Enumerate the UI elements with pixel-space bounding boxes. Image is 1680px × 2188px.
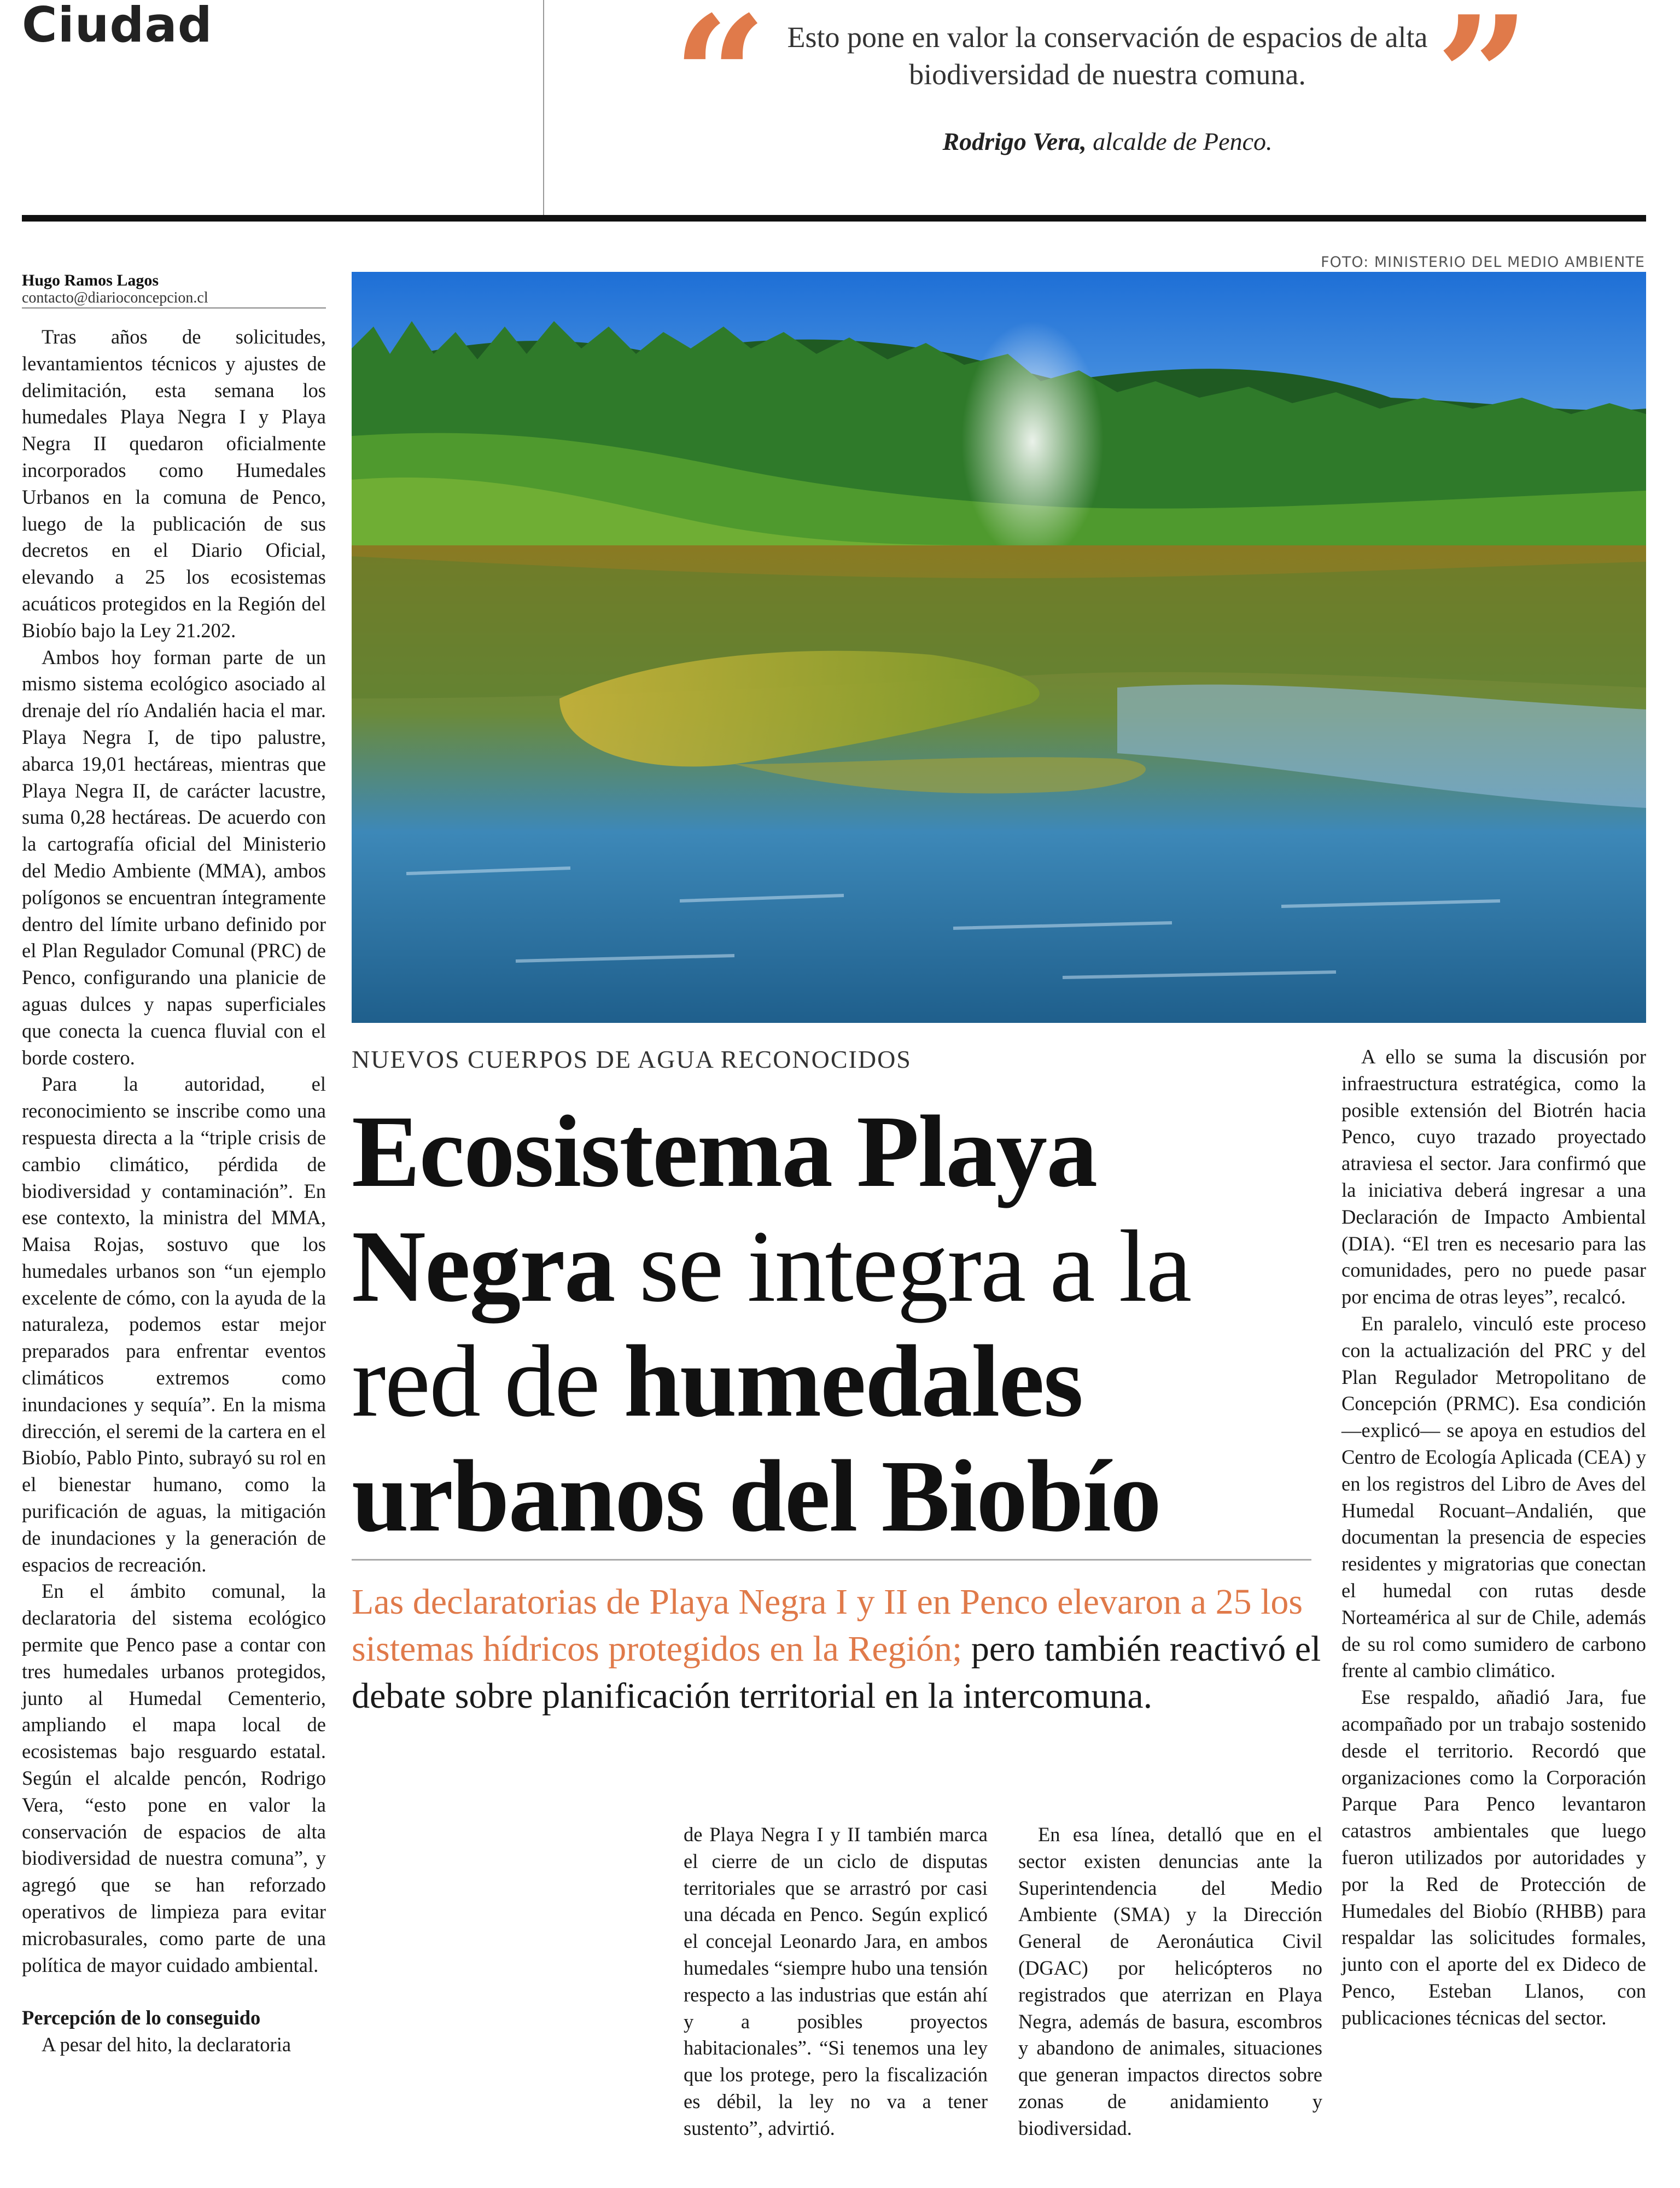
byline-rule xyxy=(22,307,326,309)
quote-author-role: alcalde de Penco. xyxy=(1093,127,1273,155)
paragraph: Para la autoridad, el reconocimiento se inscribe como una respuesta directa a la “triple crisis de cambio climático, pérdida de biodiversidad y contaminación”. En ese contexto, la ministra del MMA, Maisa Rojas, sostuvo que los humedales urbanos son “un ejemplo excelente de cómo, con la ayuda de la naturaleza, podemos estar mejor preparados para enfrentar eventos climáticos extremos como inundaciones y sequía”. En la misma dirección, el seremi de la cartera en el Biobío, Pablo Pinto, subrayó su rol en el bienestar humano, como la purificación de aguas, la mitigación de inundaciones y la generación de espacios de recreación. xyxy=(22,1073,326,1576)
paragraph: de Playa Negra I y II también marca el cierre de un ciclo de disputas territoriales que se arrastró por casi una década en Penco. Según explicó el concejal Leonardo Jara, en ambos humedales “siempre hubo una tensión respecto a las industrias que están ahí y a posibles proyectos habitacionales”. “Si tenemos una ley que los protege, pero la fiscalización es débil, la ley no va a tener sustento”, advirtió. xyxy=(684,1823,988,2139)
subhead: Percepción de lo conseguido xyxy=(22,2006,261,2029)
paragraph: Tras años de solicitudes, levantamientos técnicos y ajustes de delimitación, esta semana los humedales Playa Negra I y Playa Negra II quedaron oficialmente incorporados como Humedales Urbanos en la comuna de Penco, luego de la publicación de sus decretos en el Diario Oficial, elevando a 25 los ecosistemas acuáticos protegidos en la Región del Biobío bajo la Ley 21.202. xyxy=(22,325,326,642)
paragraph: En esa línea, detalló que en el sector existen denuncias ante la Superintendencia del Medio Ambiente (SMA) y la Dirección General de Aeronáutica Civil (DGAC) por helicópteros no registrados que aterrizan en Playa Negra, además de basura, escombros y abandono de animales, situaciones que generan impactos directos sobre zonas de anidamiento y biodiversidad. xyxy=(1018,1823,1322,2139)
article-column-1 xyxy=(22,324,326,2058)
headline-rule xyxy=(352,1559,1311,1561)
byline-email[interactable]: contacto@diarioconcepcion.cl xyxy=(22,289,208,306)
wetland-landscape-illustration xyxy=(352,272,1646,1023)
wetland-photo xyxy=(352,272,1646,1023)
paragraph: En el ámbito comunal, la declaratoria del sistema ecológico permite que Penco pase a contar con tres humedales urbanos protegidos, junto al Humedal Cementerio, ampliando el mapa local de ecosistemas bajo resguardo estatal. Según el alcalde pencón, Rodrigo Vera, “esto pone en valor la conservación de espacios de alta biodiversidad de nuestra comuna”, y agregó que se han reforzado operativos de limpieza para evitar microbasurales, como parte de una política de mayor cuidado ambiental. xyxy=(22,1580,326,1976)
pull-quote-author xyxy=(771,127,1444,156)
deck-rest: pero también reactivó el debate sobre planificación territorial en la intercomuna. xyxy=(352,1629,1321,1716)
article-column-3 xyxy=(684,1822,988,2142)
photo-credit: FOTO: MINISTERIO DEL MEDIO AMBIENTE xyxy=(1321,254,1645,271)
kicker: NUEVOS CUERPOS DE AGUA RECONOCIDOS xyxy=(352,1045,912,1073)
article-column-4 xyxy=(1018,1822,1322,2142)
header-rule xyxy=(22,215,1646,222)
paragraph: A pesar del hito, la declaratoria xyxy=(42,2033,291,2056)
headline-bold-1: Ecosistema Playa Negra xyxy=(352,1094,1097,1323)
paragraph: A ello se suma la discusión por infraestructura estratégica, como la posible extensión del Biotrén hacia Penco, cuyo trazado proyectado atraviesa el sector. Jara confirmó que la iniciativa deberá ingresar a una Declaración de Impacto Ambiental (DIA). “El tren es necesario para las comunidades, pero no puede pasar por encima de otras leyes”, recalcó. xyxy=(1341,1045,1646,1308)
deck xyxy=(352,1579,1325,1720)
section-label: Ciudad xyxy=(22,0,213,53)
paragraph: Ambos hoy forman parte de un mismo sistema ecológico asociado al drenaje del río Andalién hacia el mar. Playa Negra I, de tipo palustre, abarca 19,01 hectáreas, mientras que Playa Negra II, de carácter lacustre, suma 0,28 hectáreas. De acuerdo con la cartografía oficial del Ministerio del Medio Ambiente (MMA), ambos polígonos se encuentran íntegramente dentro del límite urbano definido por el Plan Regulador Comunal (PRC) de Penco, configurando una planicie de aguas dulces y napas superficiales que conecta la cuenca fluvial con el borde costero. xyxy=(22,645,326,1069)
header-divider xyxy=(543,0,544,216)
headline-normal: se integra a la red de xyxy=(352,1209,1191,1438)
deck-highlight: Las declaratorias de Playa Negra I y II en Penco elevaron a 25 los sistemas hídricos protegidos en la Región; xyxy=(352,1582,1303,1669)
paragraph: En paralelo, vinculó este proceso con la actualización del PRC y del Plan Regulador Metropolitano de Concepción (PRMC). Esa condición —explicó— se apoya en estudios del Centro de Ecología Aplicada (CEA) y en los registros del Libro de Aves del Humedal Rocuant–Andalién, que documentan la presencia de especies residentes y migratorias que conectan el humedal con rutas desde Norteamérica al sur de Chile, además de su rol como sumidero de carbono frente al cambio climático. xyxy=(1341,1312,1646,1682)
headline-bold-2: humedales urbanos del Biobío xyxy=(352,1324,1160,1553)
pull-quote-text: Esto pone en valor la conservación de espacios de alta biodiversidad de nuestra comuna. xyxy=(787,21,1428,91)
article-column-5 xyxy=(1341,1044,1646,2031)
quote-close-mark: ” xyxy=(1436,0,1530,173)
quote-open-mark: “ xyxy=(673,0,767,173)
quote-author-name: Rodrigo Vera, xyxy=(942,127,1087,155)
paragraph: Ese respaldo, añadió Jara, fue acompañado por un trabajo sostenido desde el territorio. Recordó que organizaciones como la Corporación Parque Para Penco levantaron catastros ambientales que luego fueron utilizados por autoridades y por la Red de Protección de Humedales del Biobío (RHBB) para respaldar las solicitudes formales, junto con el aporte del ex Dideco de Penco, Esteban Llanos, con publicaciones técnicas del sector. xyxy=(1341,1686,1646,2029)
headline xyxy=(352,1094,1325,1553)
byline-author: Hugo Ramos Lagos xyxy=(22,271,159,289)
